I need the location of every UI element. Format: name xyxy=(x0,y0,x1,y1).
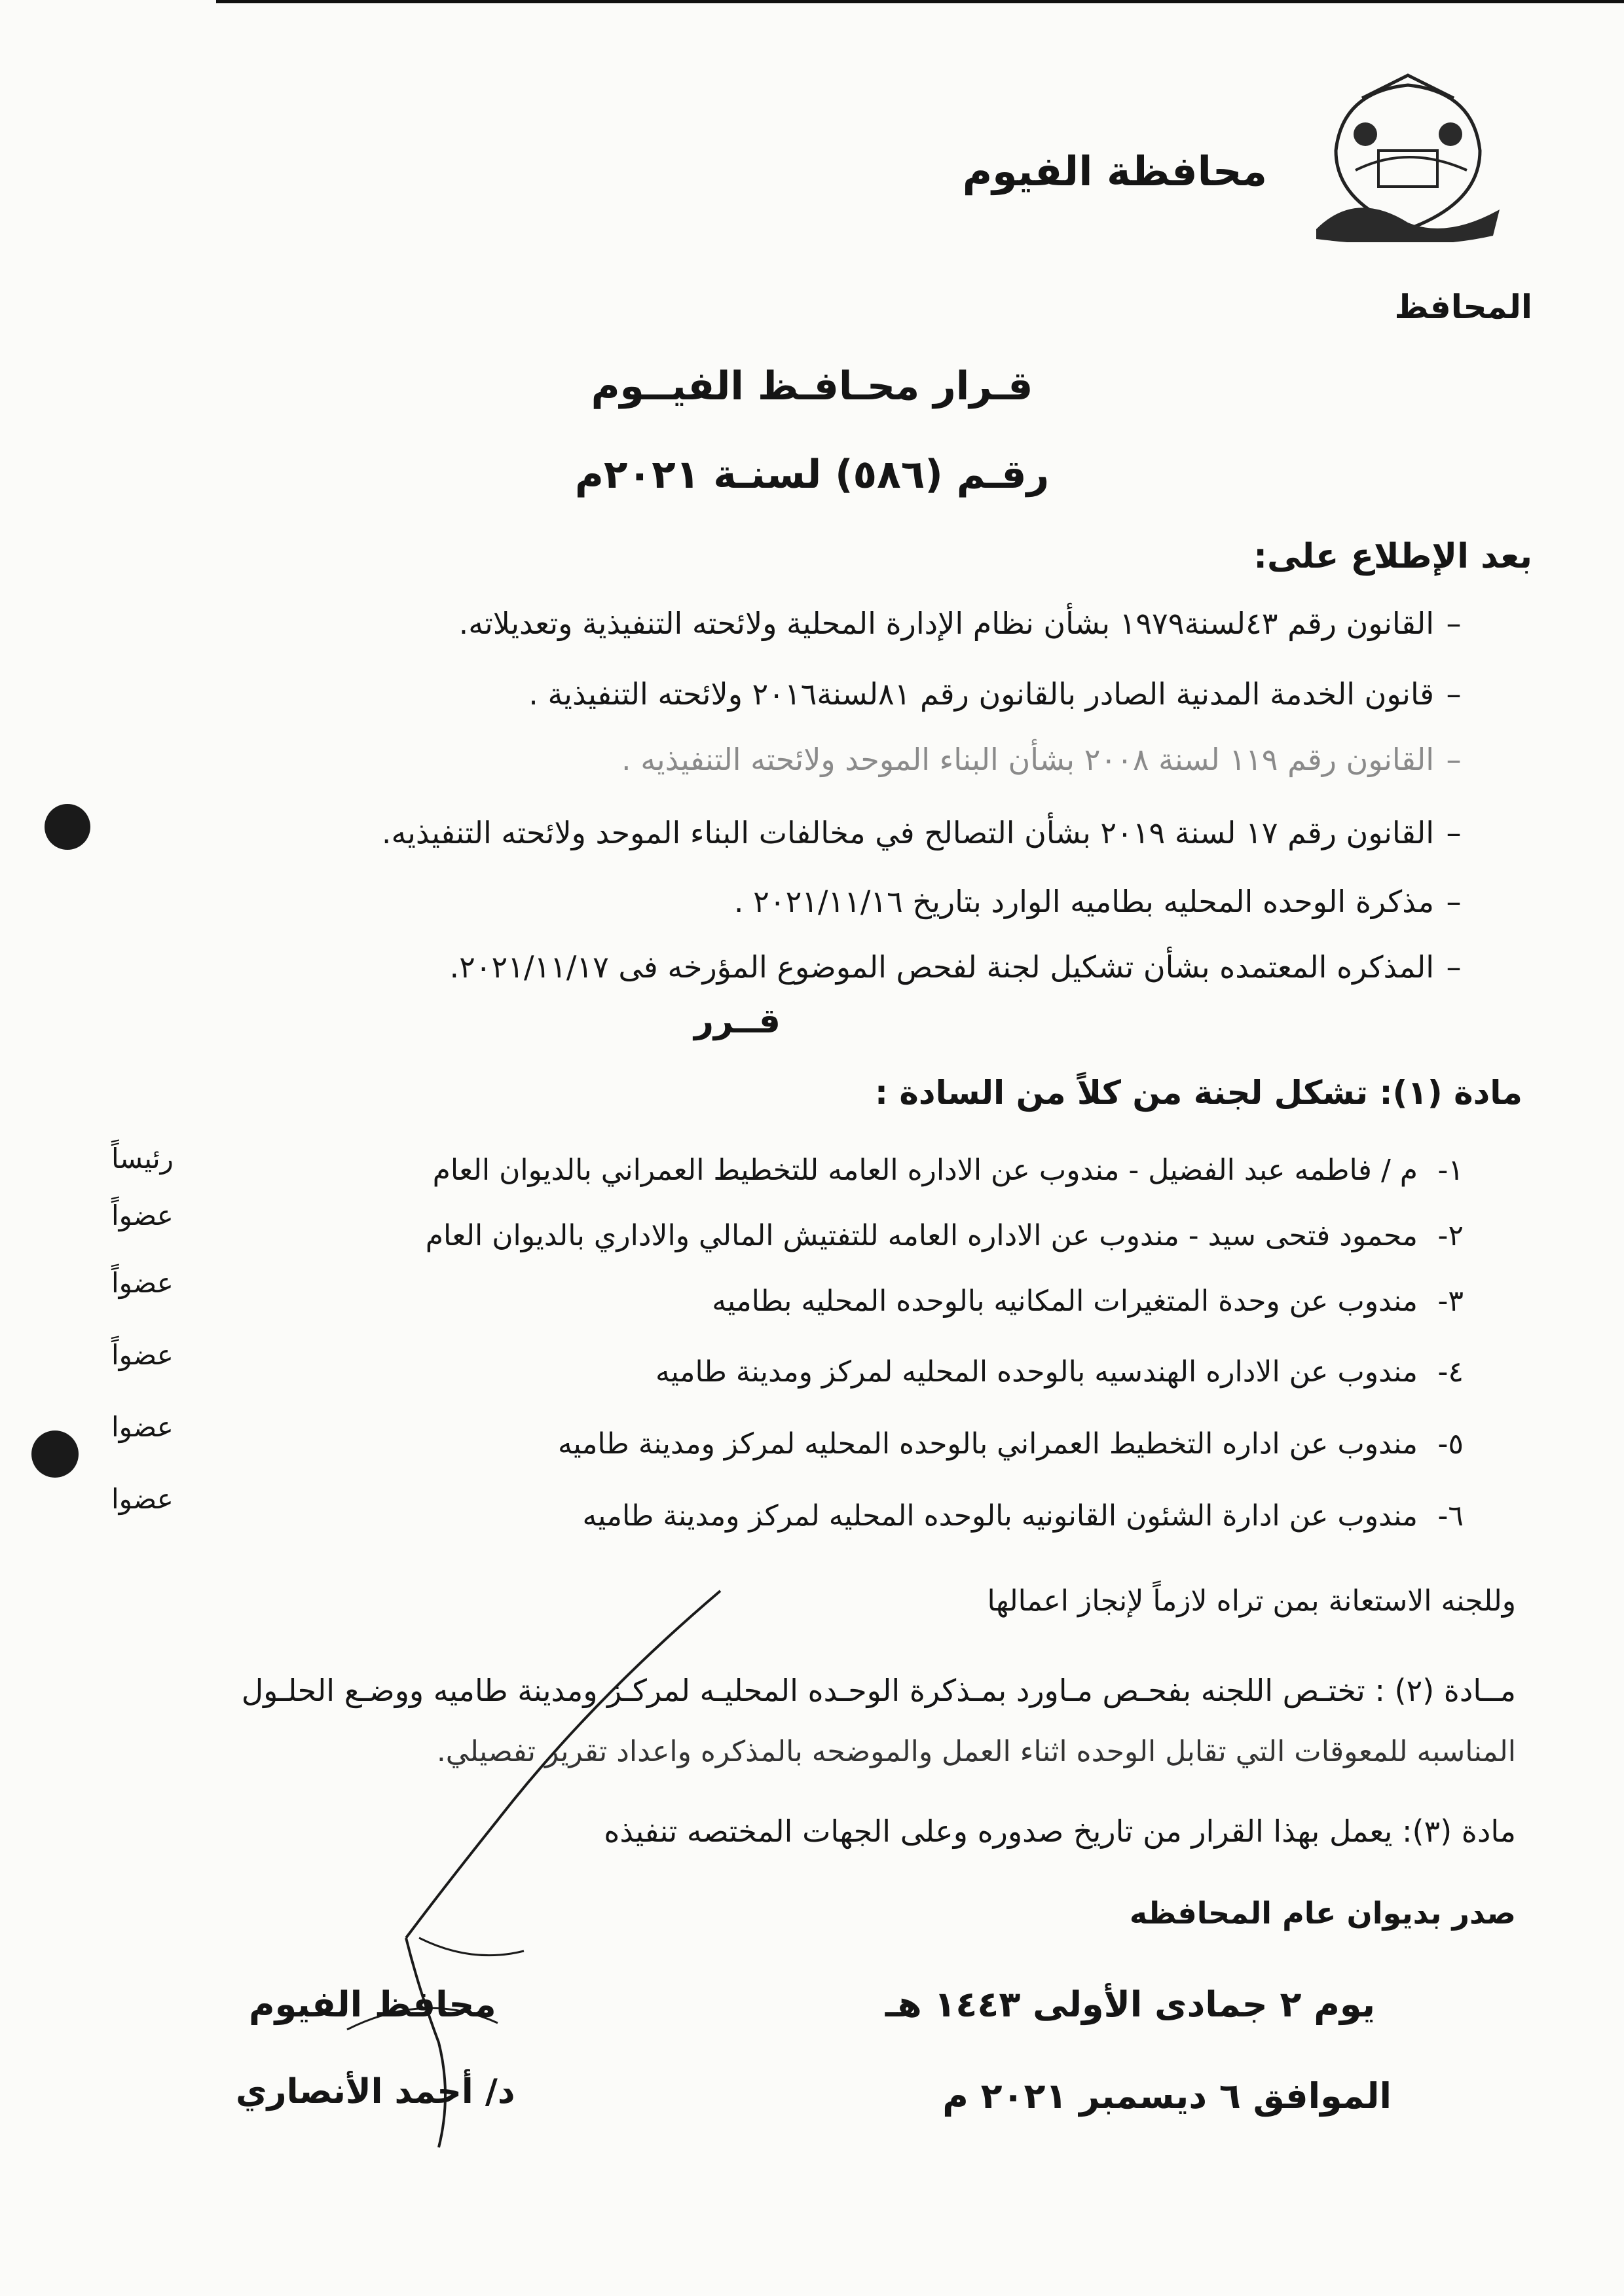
member-text: مندوب عن اداره التخطيط العمراني بالوحده المحليه لمركز ومدينة طاميه xyxy=(557,1427,1418,1461)
member-number: ٤- xyxy=(1437,1355,1464,1389)
decree-number: رقـم (٥٨٦) لسنـة ٢٠٢١م xyxy=(574,452,1050,498)
decided-heading: قــرر xyxy=(694,1002,781,1041)
member-number: ٥- xyxy=(1437,1427,1464,1461)
reference-text: مذكرة الوحده المحليه بطاميه الوارد بتاريخ ٢٠٢١/١١/١٦ . xyxy=(733,884,1434,919)
member-role: عضواً xyxy=(111,1199,174,1231)
article-2-line-1: مــادة (٢) : تختـص اللجنه بفحـص مـاورد بمـذكرة الوحـده المحليـه لمركـز ومدينة طاميه ووضـع الحلـول xyxy=(241,1673,1516,1708)
member-text: مندوب عن ادارة الشئون القانونيه بالوحده المحليه لمركز ومدينة طاميه xyxy=(582,1499,1418,1533)
member-text: مندوب عن وحدة المتغيرات المكانيه بالوحده المحليه بطاميه xyxy=(712,1285,1418,1318)
office-title: المحافظ xyxy=(1394,288,1532,326)
article-2-line-2: المناسبه للمعوقات التي تقابل الوحده اثناء العمل والموضحه بالمذكره واعداد تقرير تفصيلي. xyxy=(436,1735,1516,1768)
member-text: مندوب عن الاداره الهندسيه بالوحده المحليه لمركز ومدينة طاميه xyxy=(655,1355,1418,1389)
member-text: محمود فتحى سيد - مندوب عن الاداره العامه للتفتيش المالي والاداري بالديوان العام xyxy=(425,1219,1418,1252)
reference-item: –مذكرة الوحده المحليه بطاميه الوارد بتاريخ ٢٠٢١/١١/١٦ . xyxy=(733,884,1462,919)
reference-text: القانون رقم ١١٩ لسنة ٢٠٠٨ بشأن البناء الموحد ولائحته التنفيذيه . xyxy=(621,742,1434,777)
reference-item: –القانون رقم ١١٩ لسنة ٢٠٠٨ بشأن البناء الموحد ولائحته التنفيذيه . xyxy=(621,742,1462,777)
member-number: ١- xyxy=(1437,1154,1464,1187)
reference-text: قانون الخدمة المدنية الصادر بالقانون رقم ٨١لسنة٢٠١٦ ولائحته التنفيذية . xyxy=(528,676,1434,712)
preamble-intro: بعد الإطلاع على: xyxy=(1253,537,1532,576)
committee-member xyxy=(583,1499,1464,1533)
committee-member xyxy=(558,1427,1464,1461)
member-role: عضوا xyxy=(111,1483,174,1515)
reference-item: –قانون الخدمة المدنية الصادر بالقانون رقم ٨١لسنة٢٠١٦ ولائحته التنفيذية . xyxy=(528,676,1462,712)
member-number: ٣- xyxy=(1437,1285,1464,1318)
member-role: عضواً xyxy=(111,1267,174,1299)
punch-hole-mark xyxy=(31,1430,79,1478)
reference-text: المذكره المعتمده بشأن تشكيل لجنة لفحص الموضوع المؤرخه فى ٢٠٢١/١١/١٧. xyxy=(449,949,1434,985)
reference-item: –القانون رقم ١٧ لسنة ٢٠١٩ بشأن التصالح في مخالفات البناء الموحد ولائحته التنفيذيه. xyxy=(381,815,1462,850)
reference-item: –القانون رقم ٤٣لسنة١٩٧٩ بشأن نظام الإدارة المحلية ولائحته التنفيذية وتعديلاته. xyxy=(458,606,1462,641)
punch-hole-mark xyxy=(45,804,90,850)
reference-text: القانون رقم ١٧ لسنة ٢٠١٩ بشأن التصالح في مخالفات البناء الموحد ولائحته التنفيذيه. xyxy=(381,815,1434,850)
committee-member xyxy=(655,1355,1464,1389)
member-number: ٢- xyxy=(1437,1219,1464,1252)
committee-member xyxy=(433,1154,1464,1187)
governorate-logo xyxy=(1316,72,1500,242)
signatory-title: محافظ الفيوم xyxy=(249,1984,496,2025)
signatory-name: د/ أحمد الأنصاري xyxy=(236,2072,515,2111)
committee-member xyxy=(426,1219,1464,1252)
governorate-name: محافظة الفيوم xyxy=(962,147,1267,195)
member-role: رئيساً xyxy=(111,1142,174,1175)
reference-text: القانون رقم ٤٣لسنة١٩٧٩ بشأن نظام الإدارة المحلية ولائحته التنفيذية وتعديلاته. xyxy=(458,606,1434,641)
reference-item: –المذكره المعتمده بشأن تشكيل لجنة لفحص الموضوع المؤرخه فى ٢٠٢١/١١/١٧. xyxy=(449,949,1462,985)
member-number: ٦- xyxy=(1437,1499,1464,1533)
article-1-heading: مادة (١): تشكل لجنة من كلاً من السادة : xyxy=(875,1074,1522,1112)
header-divider xyxy=(216,0,1624,3)
member-text: م / فاطمه عبد الفضيل - مندوب عن الاداره العامه للتخطيط العمراني بالديوان العام xyxy=(432,1154,1418,1187)
member-role: عضواً xyxy=(111,1339,174,1371)
hijri-date: يوم ٢ جمادى الأولى ١٤٤٣ هـ xyxy=(885,1984,1375,2025)
committee-assistance-note: وللجنه الاستعانة بمن تراه لازماً لإنجاز اعمالها xyxy=(987,1584,1516,1618)
gregorian-date: الموافق ٦ ديسمبر ٢٠٢١ م xyxy=(942,2075,1392,2117)
article-3: مادة (٣): يعمل بهذا القرار من تاريخ صدوره وعلى الجهات المختصه تنفيذه xyxy=(604,1813,1516,1849)
committee-member xyxy=(712,1285,1464,1318)
decree-title: قـرار محـافـظ الفيــوم xyxy=(591,363,1033,409)
issued-at: صدر بديوان عام المحافظه xyxy=(1129,1895,1516,1931)
member-role: عضوا xyxy=(111,1411,174,1443)
